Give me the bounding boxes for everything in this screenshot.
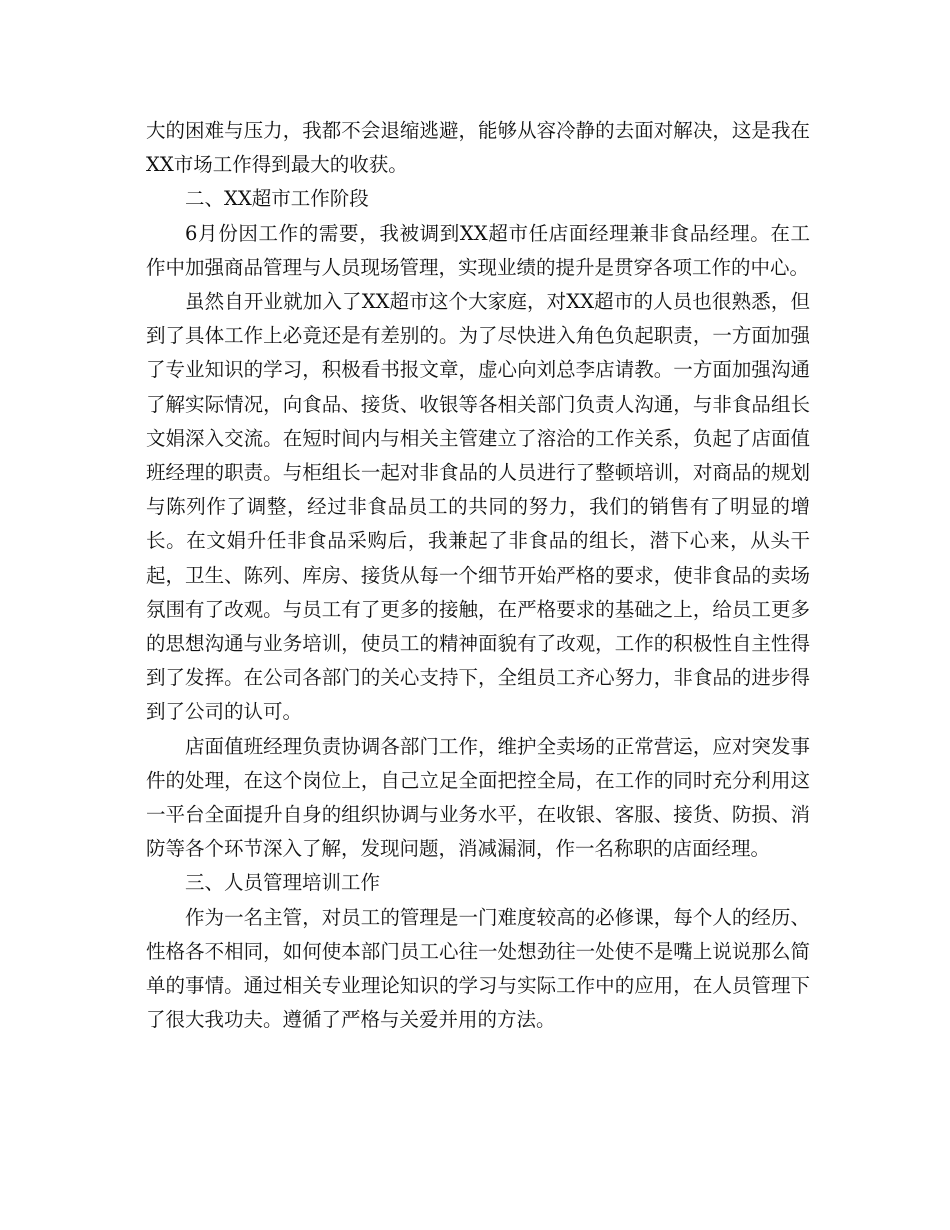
section-heading-supermarket-stage: 二、XX超市工作阶段 <box>185 187 369 211</box>
paragraph-duty-manager: 店面值班经理负责协调各部门工作，维护全卖场的正常营运，应对突发事件的处理，在这个岗位上，自己立足全面把控全局，在工作的同时充分利用这一平台全面提升自身的组织协调与业务水平，在收银、客服、接货、防损、消防等各个环节深入了解，发现问题，消减漏洞，作一名称职的店面经理。 <box>146 734 810 861</box>
paragraph-staff-management: 作为一名主管，对员工的管理是一门难度较高的必修课，每个人的经历、性格各不相同，如何使本部门员工心往一处想劲往一处使不是嘴上说说那么简单的事情。通过相关专业理论知识的学习与实际工作中的应用，在人员管理下了很大我功夫。遵循了严格与关爱并用的方法。 <box>146 905 810 1032</box>
paragraph-transfer: 6月份因工作的需要，我被调到XX超市任店面经理兼非食品经理。在工作中加强商品管理与人员现场管理，实现业绩的提升是贯穿各项工作的中心。 <box>146 221 810 279</box>
document-page <box>146 114 810 1037</box>
paragraph-continuation: 大的困难与压力，我都不会退缩逃避，能够从容冷静的去面对解决，这是我在XX市场工作得到最大的收获。 <box>146 119 810 177</box>
section-heading-staff-training: 三、人员管理培训工作 <box>185 871 381 895</box>
paragraph-joining: 虽然自开业就加入了XX超市这个大家庭，对XX超市的人员也很熟悉，但到了具体工作上必竟还是有差别的。为了尽快进入角色负起职责，一方面加强了专业知识的学习，积极看书报文章，虚心向刘总李店请教。一方面加强沟通了解实际情况，向食品、接货、收银等各相关部门负责人沟通，与非食品组长文娟深入交流。在短时间内与相关主管建立了溶洽的工作关系，负起了店面值班经理的职责。与柜组长一起对非食品的人员进行了整顿培训，对商品的规划与陈列作了调整，经过非食品员工的共同的努力，我们的销售有了明显的增长。在文娟升任非食品采购后，我兼起了非食品的组长，潜下心来，从头干起，卫生、陈列、库房、接货从每一个细节开始严格的要求，使非食品的卖场氛围有了改观。与员工有了更多的接触，在严格要求的基础之上，给员工更多的思想沟通与业务培训，使员工的精神面貌有了改观，工作的积极性自主性得到了发挥。在公司各部门的关心支持下，全组员工齐心努力，非食品的进步得到了公司的认可。 <box>146 290 810 724</box>
